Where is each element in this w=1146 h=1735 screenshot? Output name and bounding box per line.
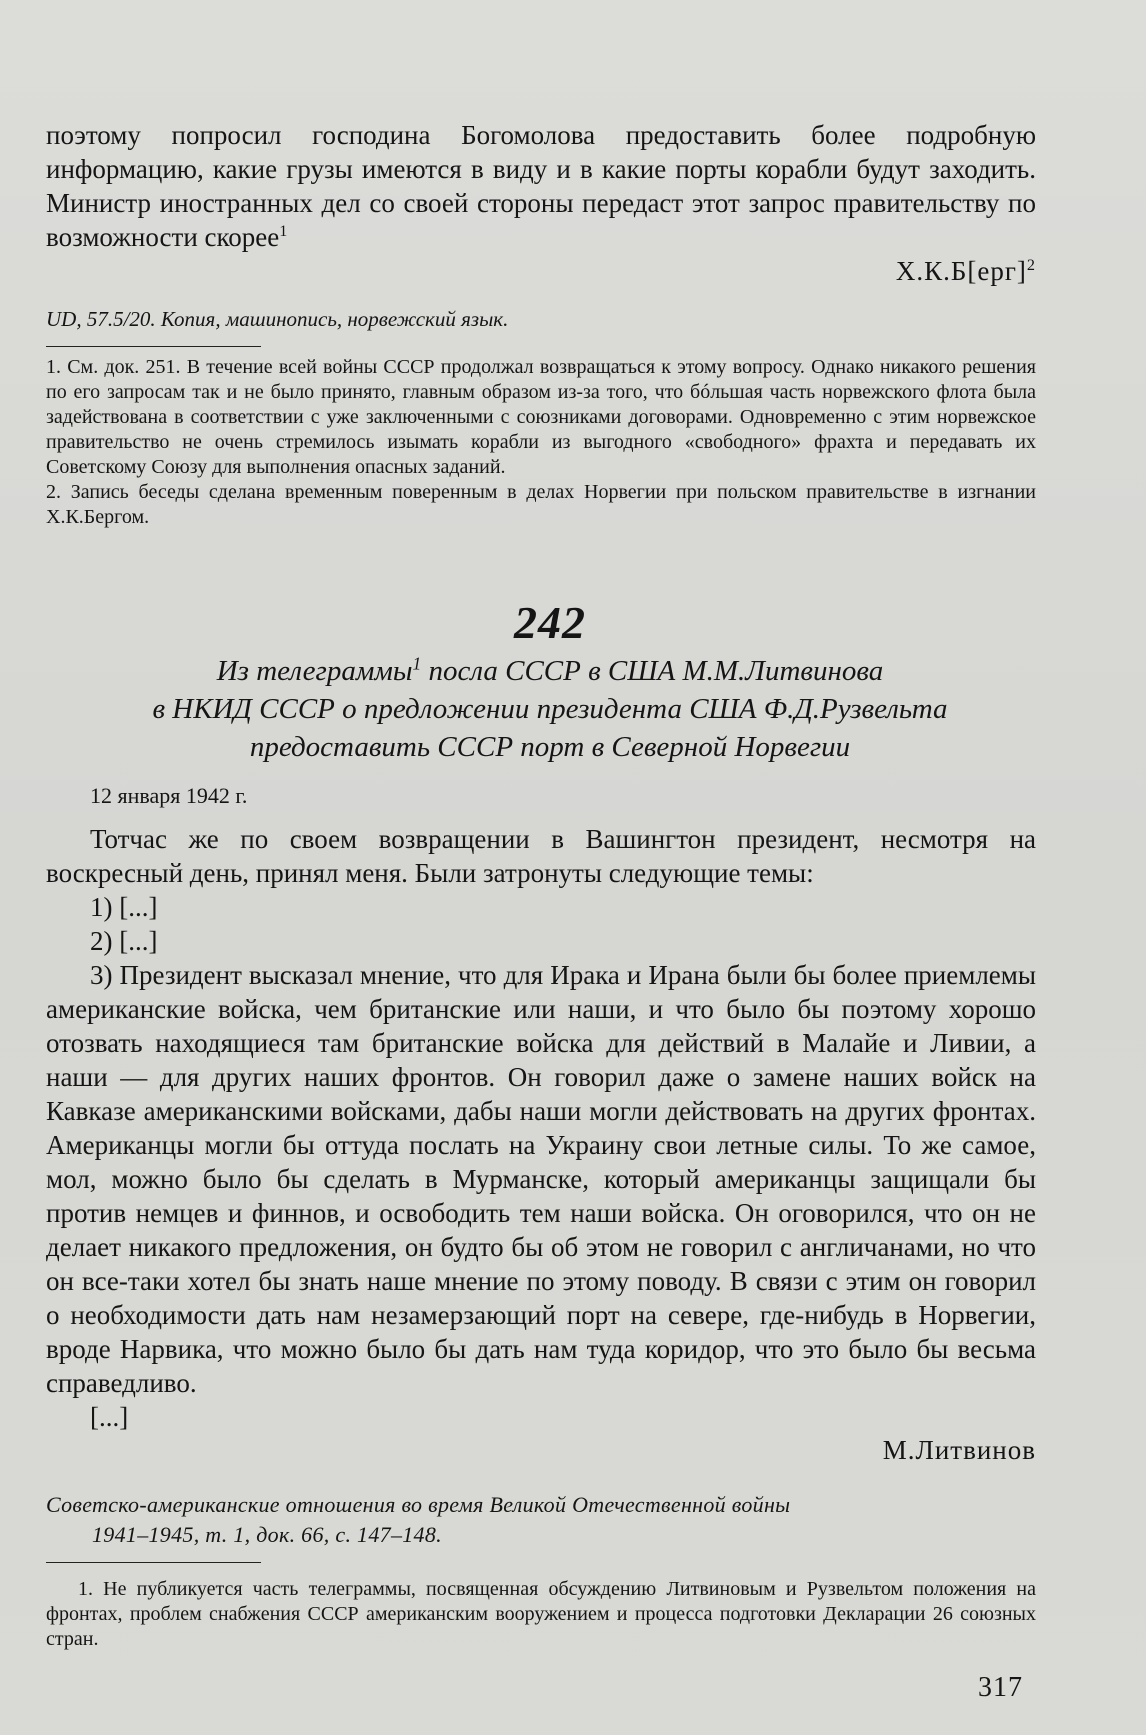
item-1: 1) [...] — [90, 892, 158, 922]
telegram-body — [46, 822, 1036, 1434]
footnote-ref-1: 1 — [279, 222, 288, 240]
page-number: 317 — [978, 1672, 1023, 1703]
archive-source: UD, 57.5/20. Копия, машинопись, норвежский язык. — [46, 307, 509, 331]
signature-litvinov: М.Литвинов — [882, 1435, 1036, 1465]
footnote-2: 2. Запись беседы сделана временным поверенным в делах Норвегии при польском правительстве в изгнании Х.К.Бергом. — [46, 481, 1036, 528]
omission-mark: [...] — [90, 1402, 129, 1432]
publication-source: Советско-американские отношения во время Великой Отечественной войны 1941–1945, т. 1, док. 66, с. 147–148. — [46, 1492, 791, 1547]
paragraph-3: 3) Президент высказал мнение, что для Ирака и Ирана были бы более приемлемы американские войска, чем британские или наши, и что было бы поэтому хорошо отозвать находящиеся там британские войска для действий в Малайе и Ливии, а наши — для других наших фронтов. Он говорил даже о замене наших войск на Кавказе американскими войсками, дабы наши могли действовать на других фронтах. Американцы могли бы оттуда послать на Украину свои летные силы. То же самое, мол, можно было бы сделать в Мурманске, который американцы защищали бы против немцев и финнов, и освободить тем наши войска. Он оговорился, что он не делает никакого предложения, он будто бы об этом не говорил с англичанами, но что он все-таки хотел бы знать наше мнение по этому поводу. В связи с этим он говорил о необходимости дать нам незамерзающий порт на севере, где-нибудь в Норвегии, вроде Нарвика, что можно было бы дать нам туда коридор, что это было бы весьма справедливо. — [46, 960, 1036, 1398]
footnote-divider-top — [46, 346, 261, 347]
footnote-divider-bottom — [46, 1562, 261, 1563]
document-title: Из телеграммы$^1$ посла СССР в США М.М.Литвинова в НКИД СССР о предложении президента США Ф.Д.Рузвельта предоставить СССР порт в Северной Норвегии — [152, 653, 948, 763]
footnote-1: 1. См. док. 251. В течение всей войны СССР продолжал возвращаться к этому вопросу. Однако никакого решения по его запросам так и не было принято, главным образом из-за того, что бóльшая часть норвежского флота была задействована в соответствии с уже заключенными с союзниками договорами. Одновременно с этим норвежское правительство не очень стремилось изымать корабли из выгодного «свободного» фрахта и передавать их Советскому Союзу для выполнения опасных заданий. — [46, 356, 1036, 478]
paragraph-1: Тотчас же по своем возвращении в Вашингтон президент, несмотря на воскресный день, принял меня. Были затронуты следующие темы: — [46, 824, 1036, 888]
item-2: 2) [...] — [90, 926, 158, 956]
document-date: 12 января 1942 г. — [90, 783, 248, 808]
footnote-bottom: 1. Не публикуется часть телеграммы, посвященная обсуждению Литвиновым и Рузвельтом положения на фронтах, проблем снабжения СССР американским вооружением и процесса подготовки Декларации 26 союзных стран. — [46, 1578, 1036, 1650]
footnotes-top — [46, 355, 1036, 530]
document-number: 242 — [514, 597, 586, 648]
continued-paragraph — [46, 118, 1036, 254]
continued-text: поэтому попросил господина Богомолова предоставить более подробную информацию, какие грузы имеются в виду и в какие порты корабли будут заходить. Министр иностранных дел со своей стороны передаст этот запрос правительству по возможности скорее — [46, 120, 1036, 252]
signature-berg: Х.К.Б[ерг]$^2$ — [895, 256, 1036, 286]
